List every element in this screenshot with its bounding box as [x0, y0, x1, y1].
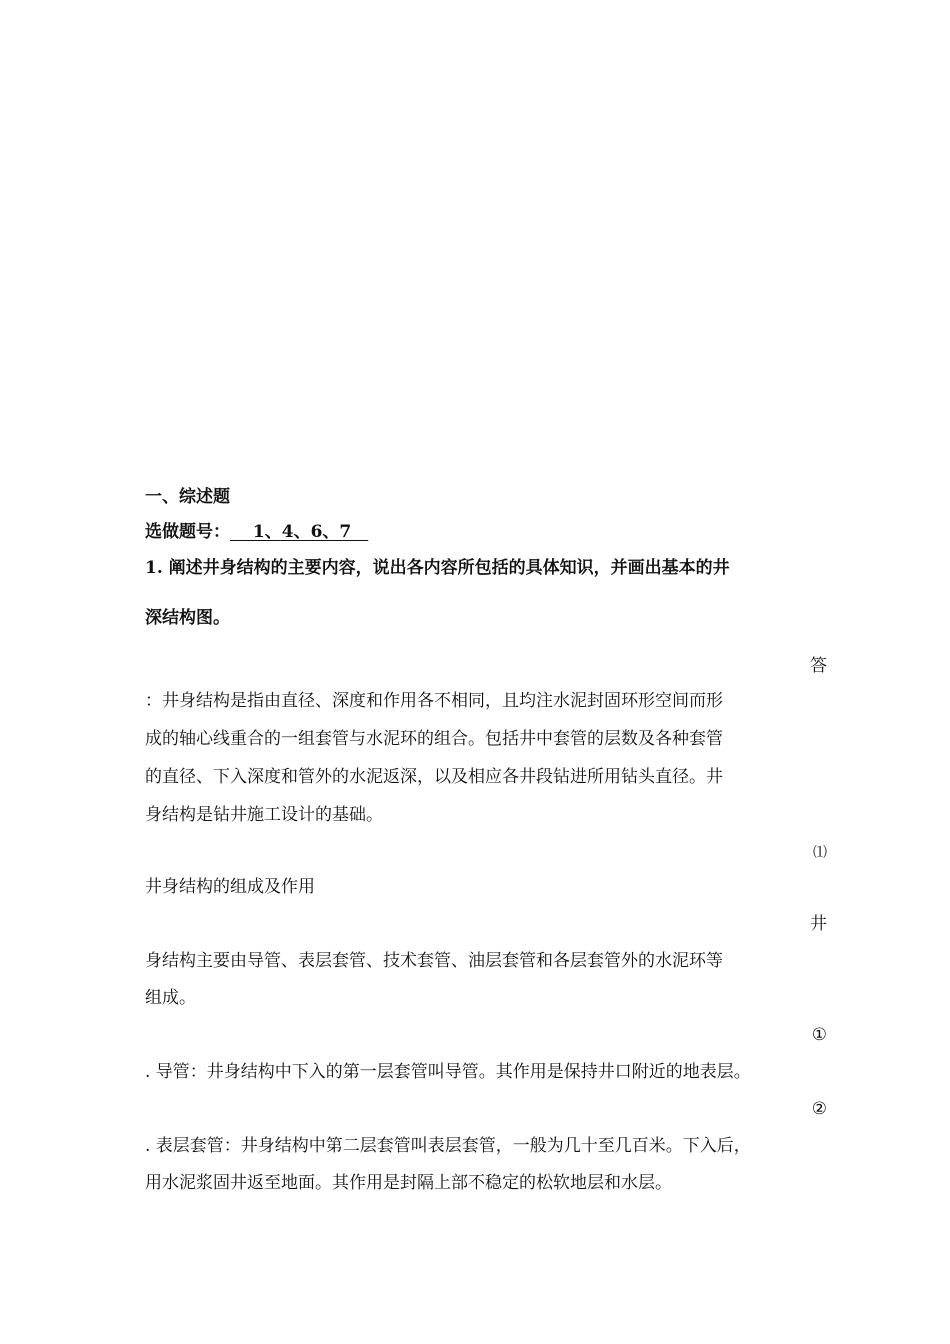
item-1-line: 身结构主要由导管、表层套管、技术套管、油层套管和各层套管外的水泥环等	[145, 951, 723, 971]
item-1-marker: ⑴	[813, 845, 827, 861]
chosen-questions-value: 1、4、6、7	[230, 522, 369, 542]
sub-item-2-marker: ②	[811, 1099, 827, 1119]
answer-para-line: ：井身结构是指由直径、深度和作用各不相同，且均注水泥封固环形空间而形	[145, 691, 723, 711]
sub-item-2-line: 用水泥浆固井返至地面。其作用是封隔上部不稳定的松软地层和水层。	[145, 1173, 672, 1193]
answer-para-line: 成的轴心线重合的一组套管与水泥环的组合。包括井中套管的层数及各种套管	[145, 729, 723, 749]
chosen-questions-label: 选做题号：	[145, 522, 230, 542]
answer-para-line: 身结构是钻井施工设计的基础。	[145, 805, 383, 825]
answer-para-line: 的直径、下入深度和管外的水泥返深，以及相应各井段钻进所用钻头直径。井	[145, 767, 723, 787]
sub-item-1-marker: ①	[811, 1025, 827, 1045]
item-1-lead: 井	[810, 914, 827, 934]
question-line-2: 深结构图。	[145, 608, 230, 628]
chosen-questions-line	[145, 521, 827, 543]
question-line-1: 1. 阐述井身结构的主要内容，说出各内容所包括的具体知识，并画出基本的井	[145, 558, 730, 578]
item-1-line: 组成。	[145, 988, 196, 1008]
sub-item-1-line: . 导管：井身结构中下入的第一层套管叫导管。其作用是保持井口附近的地表层。	[145, 1062, 751, 1082]
sub-item-2-line: . 表层套管：井身结构中第二层套管叫表层套管，一般为几十至几百米。下入后，	[145, 1136, 751, 1156]
item-1-heading: 井身结构的组成及作用	[145, 877, 315, 897]
section-title: 一、综述题	[145, 487, 230, 507]
answer-marker: 答	[810, 656, 827, 676]
